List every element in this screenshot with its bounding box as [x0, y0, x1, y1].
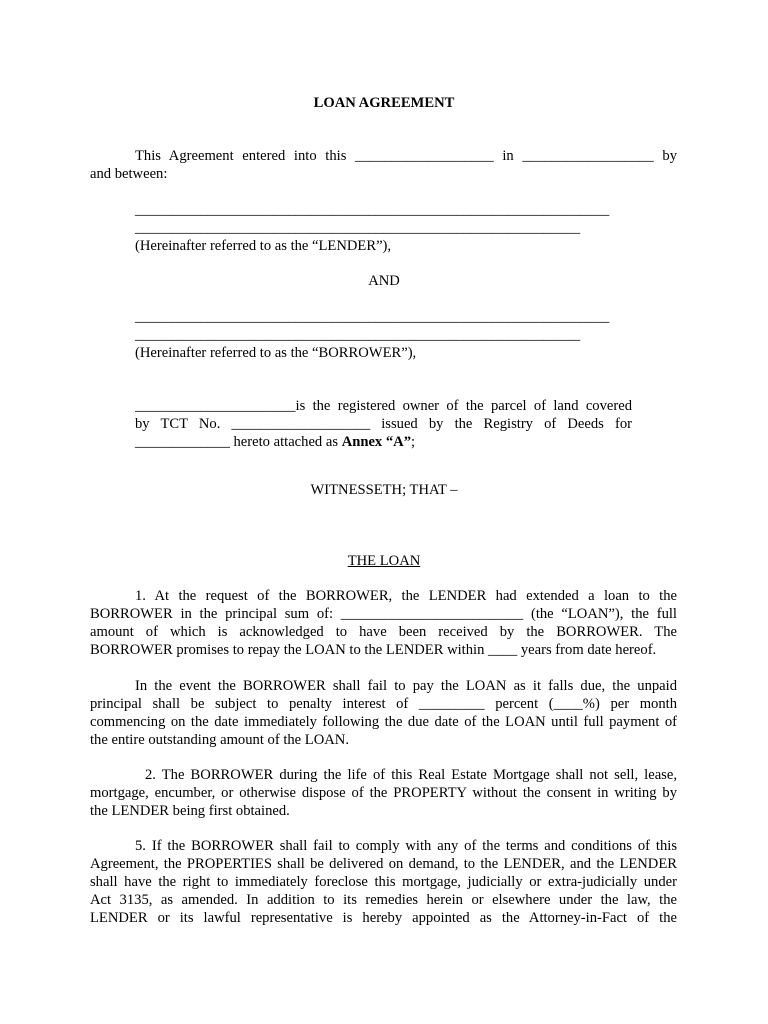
- owner-line-3-end: ;: [411, 434, 416, 450]
- section-title: [0, 552, 768, 570]
- borrower-blank-2: _____________________________________________________________: [135, 327, 581, 343]
- p2-line-3: commencing on the date immediately following the due date of the LOAN until full payment of: [90, 714, 677, 730]
- p1-line-4: BORROWER promises to repay the LOAN to the LENDER within ____ years from date hereof.: [90, 642, 657, 658]
- owner-line-3: [135, 433, 415, 451]
- p4-line-2: Agreement, the PROPERTIES shall be delivered on demand, to the LENDER, and the LENDER: [90, 856, 677, 872]
- p1-line-2: BORROWER in the principal sum of: _________________________ (the “LOAN”), the full: [90, 606, 677, 622]
- intro-line-2: and between:: [90, 166, 168, 182]
- p2-line-4: the entire outstanding amount of the LOAN.: [90, 732, 349, 748]
- and-separator: AND: [368, 273, 400, 289]
- intro-line-1: This Agreement entered into this ___________________ in __________________ by: [135, 148, 677, 164]
- lender-reference: (Hereinafter referred to as the “LENDER”),: [135, 238, 392, 254]
- p2-line-2: principal shall be subject to penalty interest of _________ percent (____%) per month: [90, 696, 677, 712]
- document-title: LOAN AGREEMENT: [313, 95, 455, 111]
- p1-line-1: 1. At the request of the BORROWER, the LENDER had extended a loan to the: [135, 588, 677, 604]
- owner-line-1: ______________________is the registered owner of the parcel of land covered: [135, 398, 632, 414]
- annex-reference: Annex “A”: [341, 434, 412, 450]
- p3-line-2: mortgage, encumber, or otherwise dispose of the PROPERTY without the consent in writing by: [90, 785, 677, 801]
- owner-line-3-text: _____________ hereto attached as: [135, 434, 342, 450]
- p4-line-1: 5. If the BORROWER shall fail to comply with any of the terms and conditions of this: [135, 838, 677, 854]
- p4-line-4: Act 3135, as amended. In addition to its remedies herein or elsewhere under the law, the: [90, 892, 677, 908]
- borrower-reference: (Hereinafter referred to as the “BORROWER”),: [135, 345, 417, 361]
- owner-line-2: by TCT No. ___________________ issued by the Registry of Deeds for: [135, 416, 632, 432]
- lender-blank-1: _________________________________________________________________: [135, 202, 610, 218]
- borrower-blank-1: _________________________________________________________________: [135, 309, 610, 325]
- p1-line-3: amount of which is acknowledged to have been received by the BORROWER. The: [90, 624, 677, 640]
- lender-blank-2: _____________________________________________________________: [135, 220, 581, 236]
- p4-line-3: shall have the right to immediately foreclose this mortgage, judicially or extra-judicially under: [90, 874, 677, 890]
- section-title-text: THE LOAN: [347, 553, 421, 569]
- p2-line-1: In the event the BORROWER shall fail to pay the LOAN as it falls due, the unpaid: [135, 678, 677, 694]
- witnesseth-heading: WITNESSETH; THAT –: [310, 482, 458, 498]
- p4-line-5: LENDER or its lawful representative is hereby appointed as the Attorney-in-Fact of the: [90, 910, 677, 926]
- p3-line-3: the LENDER being first obtained.: [90, 803, 290, 819]
- p3-line-1: 2. The BORROWER during the life of this Real Estate Mortgage shall not sell, lease,: [145, 767, 677, 783]
